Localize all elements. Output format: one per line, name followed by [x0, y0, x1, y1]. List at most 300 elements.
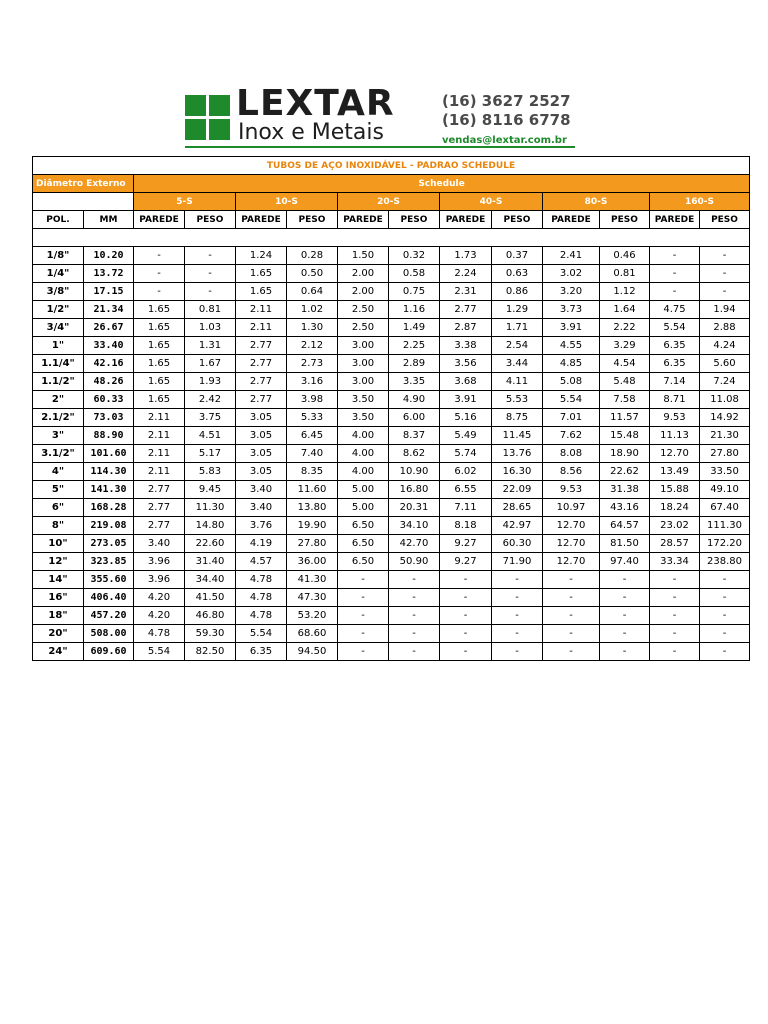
peso-cell: 41.50	[185, 589, 236, 607]
parede-cell: 33.34	[650, 553, 700, 571]
pol-cell: 5"	[33, 481, 84, 499]
peso-cell: 41.30	[287, 571, 338, 589]
parede-cell: 3.96	[134, 553, 185, 571]
parede-cell: 1.73	[440, 247, 492, 265]
pol-cell: 1/4"	[33, 265, 84, 283]
peso-cell: 4.11	[492, 373, 543, 391]
peso-cell: 15.48	[600, 427, 650, 445]
pol-cell: 16"	[33, 589, 84, 607]
col-peso-header: PESO	[600, 211, 650, 229]
peso-cell: 1.31	[185, 337, 236, 355]
email-link[interactable]: vendas@lextar.com.br	[442, 135, 567, 146]
table-row	[33, 409, 750, 427]
peso-cell: 27.80	[700, 445, 750, 463]
brand-tagline: Inox e Metais	[238, 120, 384, 145]
col-parede-header: PAREDE	[236, 211, 287, 229]
mm-cell: 42.16	[84, 355, 134, 373]
parede-cell: 9.53	[650, 409, 700, 427]
mm-cell: 48.26	[84, 373, 134, 391]
parede-cell: 5.54	[543, 391, 600, 409]
peso-cell: -	[492, 625, 543, 643]
pol-cell: 2"	[33, 391, 84, 409]
col-parede-header: PAREDE	[543, 211, 600, 229]
peso-cell: 11.08	[700, 391, 750, 409]
peso-cell: 7.40	[287, 445, 338, 463]
pol-cell: 3.1/2"	[33, 445, 84, 463]
peso-cell: 64.57	[600, 517, 650, 535]
peso-cell: 16.80	[389, 481, 440, 499]
parede-cell: 2.77	[440, 301, 492, 319]
parede-cell: 3.76	[236, 517, 287, 535]
peso-cell: 4.54	[600, 355, 650, 373]
parede-cell: 4.00	[338, 445, 389, 463]
peso-cell: -	[700, 265, 750, 283]
parede-cell: 6.35	[650, 355, 700, 373]
pol-cell: 3"	[33, 427, 84, 445]
col-peso-header: PESO	[492, 211, 543, 229]
parede-cell: -	[650, 247, 700, 265]
parede-cell: 2.77	[134, 481, 185, 499]
pol-cell: 1/8"	[33, 247, 84, 265]
table-row	[33, 301, 750, 319]
peso-cell: 7.58	[600, 391, 650, 409]
parede-cell: 2.11	[236, 301, 287, 319]
parede-cell: 3.68	[440, 373, 492, 391]
pol-cell: 10"	[33, 535, 84, 553]
pol-cell: 18"	[33, 607, 84, 625]
schedule-80s-header: 80-S	[543, 193, 650, 211]
peso-cell: 5.33	[287, 409, 338, 427]
peso-cell: 13.80	[287, 499, 338, 517]
parede-cell: 2.77	[236, 373, 287, 391]
parede-cell: 11.13	[650, 427, 700, 445]
parede-cell: -	[338, 571, 389, 589]
parede-cell: 4.20	[134, 589, 185, 607]
peso-cell: 0.75	[389, 283, 440, 301]
parede-cell: 13.49	[650, 463, 700, 481]
peso-cell: 2.12	[287, 337, 338, 355]
table-row	[33, 535, 750, 553]
parede-cell: 1.65	[134, 319, 185, 337]
peso-cell: -	[492, 589, 543, 607]
peso-cell: 97.40	[600, 553, 650, 571]
table-row	[33, 499, 750, 517]
peso-cell: 2.54	[492, 337, 543, 355]
mm-cell: 323.85	[84, 553, 134, 571]
peso-cell: 3.35	[389, 373, 440, 391]
parede-cell: 2.50	[338, 301, 389, 319]
peso-cell: 238.80	[700, 553, 750, 571]
pol-cell: 1/2"	[33, 301, 84, 319]
peso-cell: 6.00	[389, 409, 440, 427]
parede-cell: -	[338, 643, 389, 661]
peso-cell: 1.49	[389, 319, 440, 337]
parede-cell: 4.85	[543, 355, 600, 373]
parede-cell: -	[650, 607, 700, 625]
peso-cell: -	[389, 589, 440, 607]
peso-cell: 59.30	[185, 625, 236, 643]
schedule-10s-header: 10-S	[236, 193, 338, 211]
table-row	[33, 517, 750, 535]
parede-cell: 4.19	[236, 535, 287, 553]
peso-cell: 43.16	[600, 499, 650, 517]
parede-cell: 10.97	[543, 499, 600, 517]
peso-cell: 0.32	[389, 247, 440, 265]
mm-cell: 406.40	[84, 589, 134, 607]
mm-cell: 88.90	[84, 427, 134, 445]
peso-cell: 68.60	[287, 625, 338, 643]
schedule-20s-header: 20-S	[338, 193, 440, 211]
peso-cell: 9.45	[185, 481, 236, 499]
parede-cell: 3.40	[236, 481, 287, 499]
peso-cell: -	[700, 283, 750, 301]
mm-cell: 355.60	[84, 571, 134, 589]
parede-cell: 4.20	[134, 607, 185, 625]
parede-cell: 9.53	[543, 481, 600, 499]
parede-cell: 3.96	[134, 571, 185, 589]
peso-cell: 6.45	[287, 427, 338, 445]
peso-cell: 3.16	[287, 373, 338, 391]
brand-name: LEXTAR	[236, 83, 395, 124]
peso-cell: 5.48	[600, 373, 650, 391]
pol-cell: 20"	[33, 625, 84, 643]
parede-cell: 1.65	[134, 355, 185, 373]
peso-cell: 1.16	[389, 301, 440, 319]
pol-cell: 6"	[33, 499, 84, 517]
parede-cell: -	[134, 283, 185, 301]
parede-cell: 12.70	[543, 535, 600, 553]
table-row	[33, 265, 750, 283]
peso-cell: 8.37	[389, 427, 440, 445]
peso-cell: -	[600, 571, 650, 589]
peso-cell: 13.76	[492, 445, 543, 463]
peso-cell: 8.35	[287, 463, 338, 481]
peso-cell: 1.71	[492, 319, 543, 337]
parede-cell: 8.56	[543, 463, 600, 481]
parede-cell: 1.50	[338, 247, 389, 265]
parede-cell: 4.57	[236, 553, 287, 571]
peso-cell: 7.24	[700, 373, 750, 391]
parede-cell: 6.50	[338, 535, 389, 553]
peso-cell: 22.62	[600, 463, 650, 481]
table-row	[33, 427, 750, 445]
peso-cell: 50.90	[389, 553, 440, 571]
parede-cell: 2.50	[338, 319, 389, 337]
peso-cell: 5.60	[700, 355, 750, 373]
parede-cell: 5.16	[440, 409, 492, 427]
parede-cell: -	[440, 589, 492, 607]
peso-cell: 2.22	[600, 319, 650, 337]
parede-cell: 15.88	[650, 481, 700, 499]
parede-cell: 2.24	[440, 265, 492, 283]
parede-cell: 2.00	[338, 265, 389, 283]
table-row	[33, 391, 750, 409]
peso-cell: 1.02	[287, 301, 338, 319]
parede-cell: 23.02	[650, 517, 700, 535]
contact-block	[442, 92, 571, 149]
parede-cell: 4.55	[543, 337, 600, 355]
peso-cell: -	[700, 571, 750, 589]
peso-cell: 60.30	[492, 535, 543, 553]
diametro-externo-header: Diâmetro Externo	[33, 175, 134, 193]
parede-cell: 18.24	[650, 499, 700, 517]
peso-cell: 0.28	[287, 247, 338, 265]
peso-cell: 11.57	[600, 409, 650, 427]
parede-cell: -	[650, 589, 700, 607]
peso-cell: -	[185, 247, 236, 265]
parede-cell: 2.77	[134, 499, 185, 517]
peso-cell: -	[185, 283, 236, 301]
col-peso-header: PESO	[287, 211, 338, 229]
parede-cell: -	[543, 625, 600, 643]
parede-cell: 12.70	[543, 517, 600, 535]
parede-cell: -	[440, 571, 492, 589]
col-pol-header: POL.	[33, 211, 84, 229]
parede-cell: -	[650, 643, 700, 661]
pol-cell: 4"	[33, 463, 84, 481]
parede-cell: 3.38	[440, 337, 492, 355]
parede-cell: 5.54	[134, 643, 185, 661]
table-row	[33, 319, 750, 337]
peso-cell: 2.88	[700, 319, 750, 337]
peso-cell: 1.94	[700, 301, 750, 319]
parede-cell: -	[440, 607, 492, 625]
parede-cell: 2.77	[236, 337, 287, 355]
peso-cell: -	[492, 643, 543, 661]
parede-cell: -	[650, 265, 700, 283]
parede-cell: 6.35	[650, 337, 700, 355]
peso-cell: 172.20	[700, 535, 750, 553]
parede-cell: 3.00	[338, 337, 389, 355]
parede-cell: 5.49	[440, 427, 492, 445]
peso-cell: 34.10	[389, 517, 440, 535]
table-row	[33, 445, 750, 463]
peso-cell: 5.83	[185, 463, 236, 481]
peso-cell: -	[700, 643, 750, 661]
parede-cell: 2.11	[134, 409, 185, 427]
table-row	[33, 607, 750, 625]
parede-cell: -	[543, 589, 600, 607]
peso-cell: 22.60	[185, 535, 236, 553]
parede-cell: 3.05	[236, 463, 287, 481]
parede-cell: -	[440, 625, 492, 643]
parede-cell: -	[440, 643, 492, 661]
mm-cell: 21.34	[84, 301, 134, 319]
mm-cell: 26.67	[84, 319, 134, 337]
parede-cell: 6.50	[338, 517, 389, 535]
table-row	[33, 247, 750, 265]
diametro-spacer	[33, 193, 134, 211]
peso-cell: 0.46	[600, 247, 650, 265]
peso-cell: 4.24	[700, 337, 750, 355]
peso-cell: 4.90	[389, 391, 440, 409]
peso-cell: 11.60	[287, 481, 338, 499]
parede-cell: 4.00	[338, 427, 389, 445]
peso-cell: 28.65	[492, 499, 543, 517]
mm-cell: 60.33	[84, 391, 134, 409]
parede-cell: 3.05	[236, 409, 287, 427]
parede-cell: 2.11	[134, 427, 185, 445]
peso-cell: 67.40	[700, 499, 750, 517]
parede-cell: 2.77	[134, 517, 185, 535]
mm-cell: 273.05	[84, 535, 134, 553]
peso-cell: 0.58	[389, 265, 440, 283]
peso-cell: 4.51	[185, 427, 236, 445]
schedule-5s-header: 5-S	[134, 193, 236, 211]
parede-cell: 2.41	[543, 247, 600, 265]
phone-1: (16) 3627 2527	[442, 92, 571, 110]
peso-cell: 34.40	[185, 571, 236, 589]
parede-cell: 7.62	[543, 427, 600, 445]
mm-cell: 609.60	[84, 643, 134, 661]
schedule-table	[32, 156, 750, 661]
table-row	[33, 481, 750, 499]
peso-cell: 8.62	[389, 445, 440, 463]
parede-cell: 12.70	[650, 445, 700, 463]
peso-cell: 2.25	[389, 337, 440, 355]
parede-cell: 8.18	[440, 517, 492, 535]
schedule-header: Schedule	[134, 175, 750, 193]
parede-cell: 3.20	[543, 283, 600, 301]
col-parede-header: PAREDE	[440, 211, 492, 229]
peso-cell: 1.30	[287, 319, 338, 337]
parede-cell: 1.65	[134, 391, 185, 409]
parede-cell: 28.57	[650, 535, 700, 553]
peso-cell: -	[389, 571, 440, 589]
parede-cell: 7.11	[440, 499, 492, 517]
pol-cell: 1.1/2"	[33, 373, 84, 391]
col-peso-header: PESO	[185, 211, 236, 229]
peso-cell: -	[600, 643, 650, 661]
parede-cell: 2.11	[236, 319, 287, 337]
parede-cell: 1.24	[236, 247, 287, 265]
peso-cell: -	[185, 265, 236, 283]
parede-cell: 5.54	[236, 625, 287, 643]
parede-cell: 2.11	[134, 445, 185, 463]
parede-cell: 2.77	[236, 391, 287, 409]
parede-cell: 7.14	[650, 373, 700, 391]
mm-cell: 10.20	[84, 247, 134, 265]
mm-cell: 457.20	[84, 607, 134, 625]
phone-2: (16) 8116 6778	[442, 111, 571, 129]
peso-cell: -	[389, 607, 440, 625]
peso-cell: -	[492, 571, 543, 589]
peso-cell: 11.30	[185, 499, 236, 517]
mm-cell: 13.72	[84, 265, 134, 283]
parede-cell: -	[338, 589, 389, 607]
peso-cell: 21.30	[700, 427, 750, 445]
table-title: TUBOS DE AÇO INOXIDÁVEL - PADRAO SCHEDULE	[33, 157, 750, 175]
peso-cell: 31.38	[600, 481, 650, 499]
parede-cell: 6.55	[440, 481, 492, 499]
peso-cell: 49.10	[700, 481, 750, 499]
parede-cell: 5.08	[543, 373, 600, 391]
parede-cell: 8.71	[650, 391, 700, 409]
peso-cell: 18.90	[600, 445, 650, 463]
parede-cell: -	[543, 643, 600, 661]
parede-cell: 5.00	[338, 481, 389, 499]
peso-cell: -	[700, 625, 750, 643]
parede-cell: 1.65	[134, 301, 185, 319]
mm-cell: 219.08	[84, 517, 134, 535]
table-row	[33, 643, 750, 661]
table-row	[33, 337, 750, 355]
mm-cell: 101.60	[84, 445, 134, 463]
col-peso-header: PESO	[700, 211, 750, 229]
peso-cell: 19.90	[287, 517, 338, 535]
peso-cell: 0.81	[185, 301, 236, 319]
peso-cell: 0.64	[287, 283, 338, 301]
mm-cell: 508.00	[84, 625, 134, 643]
peso-cell: 3.29	[600, 337, 650, 355]
parede-cell: 4.75	[650, 301, 700, 319]
parede-cell: 3.56	[440, 355, 492, 373]
peso-cell: -	[600, 607, 650, 625]
peso-cell: 42.70	[389, 535, 440, 553]
parede-cell: 9.27	[440, 535, 492, 553]
peso-cell: 111.30	[700, 517, 750, 535]
peso-cell: 10.90	[389, 463, 440, 481]
company-header	[180, 83, 580, 156]
parede-cell: -	[650, 625, 700, 643]
header-gap	[33, 229, 750, 247]
parede-cell: 2.87	[440, 319, 492, 337]
pol-cell: 3/4"	[33, 319, 84, 337]
peso-cell: 3.98	[287, 391, 338, 409]
pol-cell: 1.1/4"	[33, 355, 84, 373]
table-row	[33, 463, 750, 481]
peso-cell: 11.45	[492, 427, 543, 445]
peso-cell: 2.73	[287, 355, 338, 373]
mm-cell: 168.28	[84, 499, 134, 517]
peso-cell: 1.64	[600, 301, 650, 319]
parede-cell: 8.08	[543, 445, 600, 463]
parede-cell: 6.35	[236, 643, 287, 661]
peso-cell: 27.80	[287, 535, 338, 553]
parede-cell: 3.50	[338, 391, 389, 409]
schedule-160s-header: 160-S	[650, 193, 750, 211]
peso-cell: 0.81	[600, 265, 650, 283]
peso-cell: 94.50	[287, 643, 338, 661]
peso-cell: 22.09	[492, 481, 543, 499]
parede-cell: 3.00	[338, 355, 389, 373]
parede-cell: 4.00	[338, 463, 389, 481]
mm-cell: 141.30	[84, 481, 134, 499]
peso-cell: 5.17	[185, 445, 236, 463]
peso-cell: -	[700, 589, 750, 607]
peso-cell: -	[700, 607, 750, 625]
parede-cell: 3.73	[543, 301, 600, 319]
pol-cell: 1"	[33, 337, 84, 355]
col-parede-header: PAREDE	[338, 211, 389, 229]
parede-cell: 4.78	[134, 625, 185, 643]
peso-cell: 16.30	[492, 463, 543, 481]
peso-cell: 53.20	[287, 607, 338, 625]
peso-cell: -	[700, 247, 750, 265]
peso-cell: 1.67	[185, 355, 236, 373]
peso-cell: 8.75	[492, 409, 543, 427]
col-peso-header: PESO	[389, 211, 440, 229]
peso-cell: 14.80	[185, 517, 236, 535]
mm-cell: 73.03	[84, 409, 134, 427]
peso-cell: 81.50	[600, 535, 650, 553]
pol-cell: 8"	[33, 517, 84, 535]
parede-cell: 5.54	[650, 319, 700, 337]
peso-cell: 47.30	[287, 589, 338, 607]
peso-cell: 0.63	[492, 265, 543, 283]
peso-cell: 0.37	[492, 247, 543, 265]
peso-cell: 14.92	[700, 409, 750, 427]
